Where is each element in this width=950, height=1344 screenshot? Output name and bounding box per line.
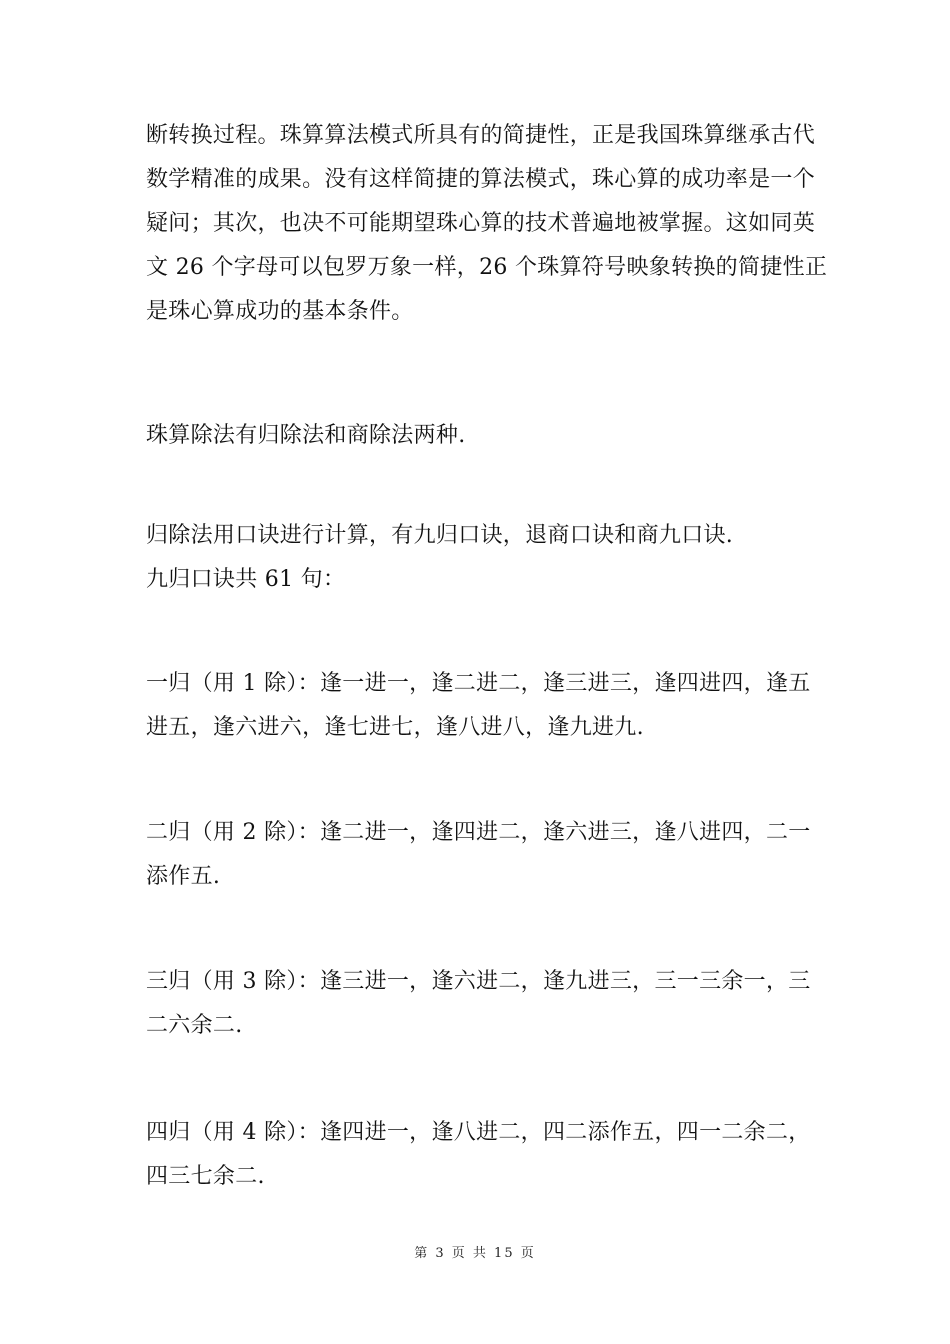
text-line: 二归（用 2 除）：逢二进一，逢四进二，逢六进三，逢八进四，二一 [146,820,811,845]
paragraph-zhusuan-intro [146,114,828,334]
text-line: 文 26 个字母可以包罗万象一样，26 个珠算符号映象转换的简捷性正 [146,255,828,280]
text-line: 疑问；其次，也决不可能期望珠心算的技术普遍地被掌握。这如同英 [146,211,816,236]
text-line: 四归（用 4 除）：逢四进一，逢八进二，四二添作五，四一二余二， [146,1120,811,1145]
text-line: 四三七余二. [146,1164,265,1189]
text-line: 二六余二. [146,1013,243,1038]
paragraph-sangui [146,960,812,1048]
text-line: 一归（用 1 除）：逢一进一，逢二进二，逢三进三，逢四进四，逢五 [146,671,811,696]
paragraph-guichu-rules [146,514,812,602]
text-line: 断转换过程。珠算算法模式所具有的简捷性，正是我国珠算继承古代 [146,123,816,148]
text-line: 三归（用 3 除）：逢三进一，逢六进二，逢九进三，三一三余一，三 [146,969,811,994]
paragraph-yigui [146,662,812,750]
text-line: 进五，逢六进六，逢七进七，逢八进八，逢九进九. [146,715,644,740]
paragraph-sigui [146,1111,812,1199]
text-line: 九归口诀共 61 句： [146,567,346,592]
paragraph-division-methods [146,414,812,458]
page-number-footer: 第 3 页 共 15 页 [414,1246,536,1261]
text-line: 珠算除法有归除法和商除法两种. [146,423,466,448]
paragraph-ergui [146,811,812,899]
text-line: 添作五. [146,864,221,889]
text-line: 数学精准的成果。没有这样简捷的算法模式，珠心算的成功率是一个 [146,167,816,192]
text-line: 是珠心算成功的基本条件。 [146,299,414,324]
text-line: 归除法用口诀进行计算，有九归口诀，退商口诀和商九口诀. [146,523,734,548]
